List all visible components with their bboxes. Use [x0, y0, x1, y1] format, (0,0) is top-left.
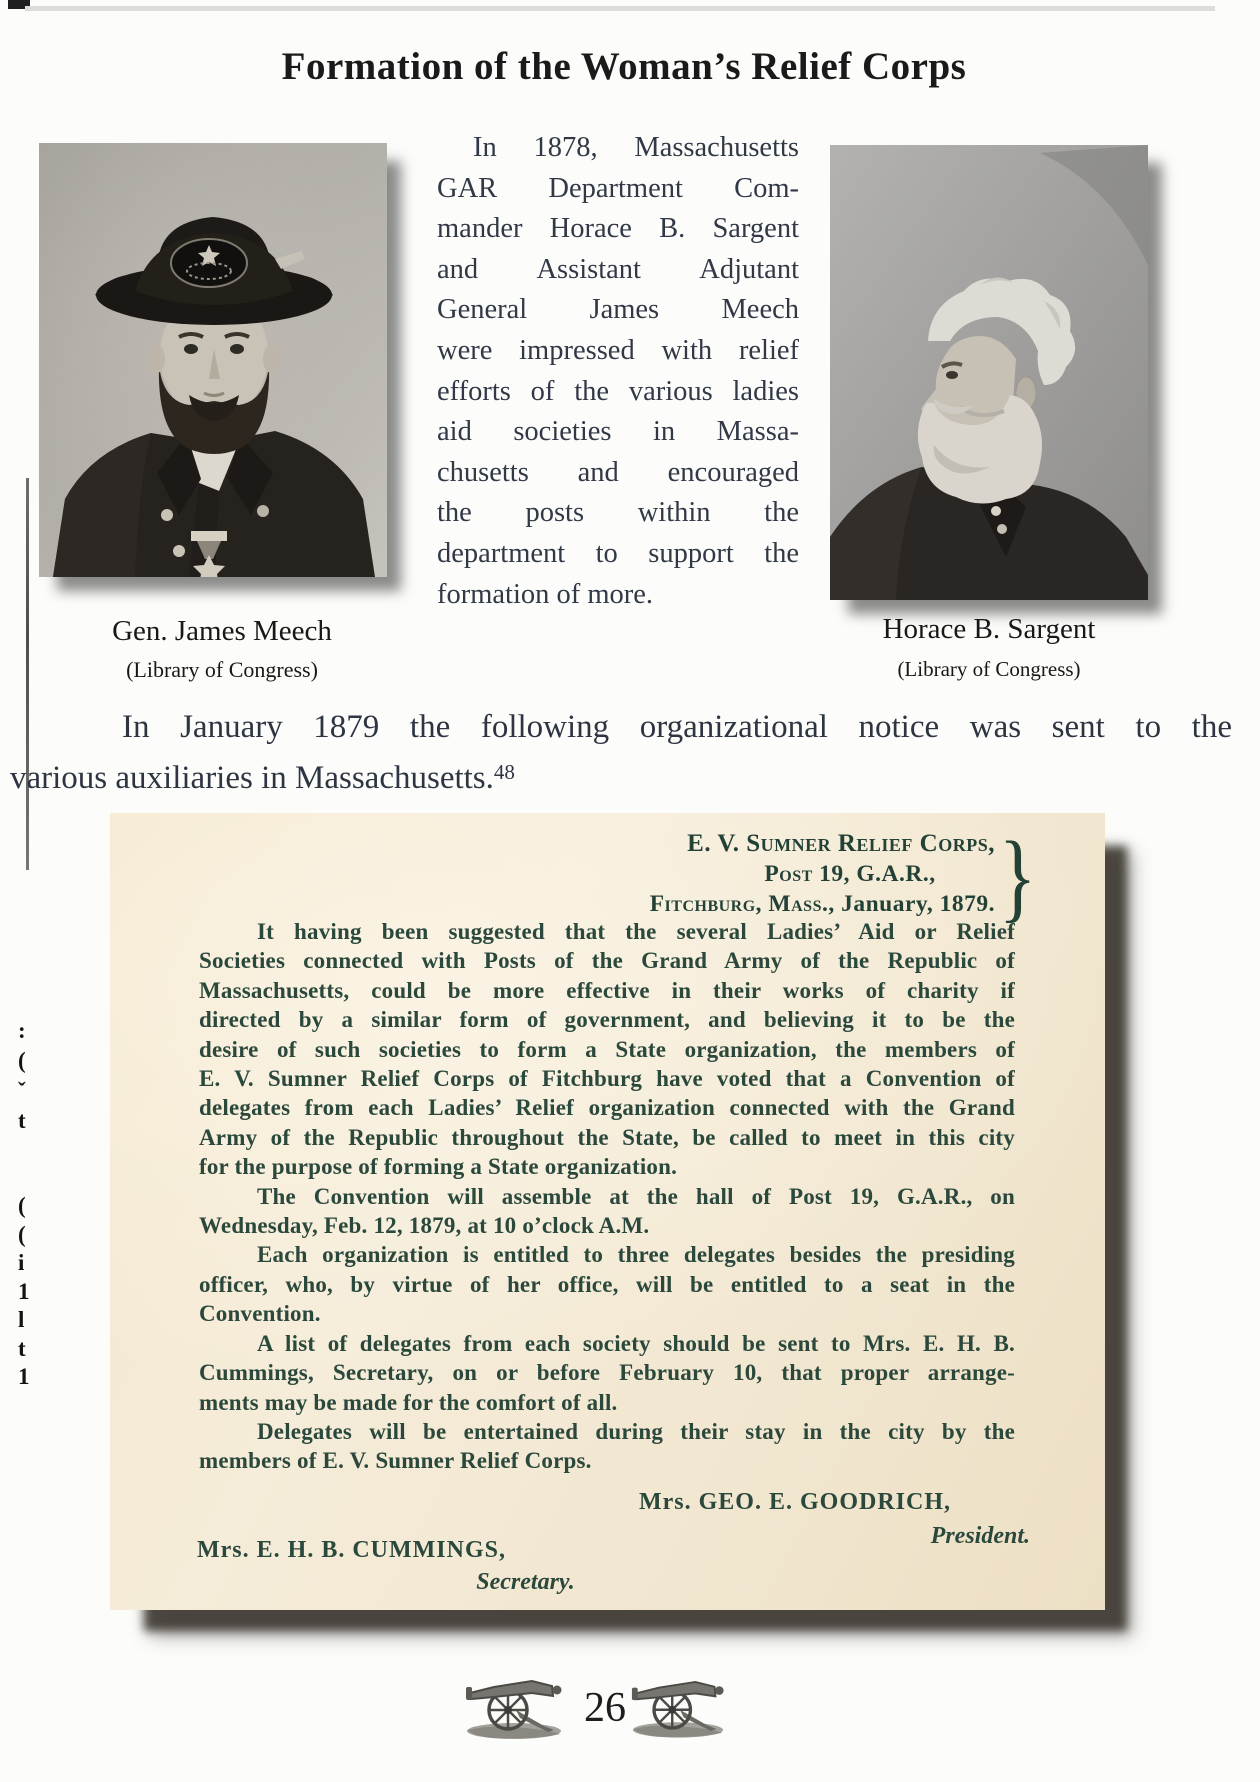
margin-mark: (	[18, 1221, 26, 1247]
intro-paragraph-column	[437, 128, 799, 615]
notice-paragraph-2	[199, 1182, 1015, 1241]
text-line: desire of such societies to form a State organization, the members of	[199, 1036, 1015, 1062]
margin-mark: t	[18, 1335, 26, 1361]
text-line: Massachusetts, could be more effective in their works of charity if	[199, 977, 1015, 1003]
notice-paragraph-1	[199, 917, 1015, 1182]
cannon-ornament-right	[630, 1668, 726, 1740]
text-line: A list of delegates from each society should be sent to Mrs. E. H. B.	[257, 1330, 1015, 1356]
signature-secretary-name: Mrs. E. H. B. CUMMINGS,	[197, 1537, 506, 1563]
margin-mark: (	[18, 1048, 26, 1073]
text-line: and Assistant Adjutant	[437, 253, 799, 285]
caption-right-source: (Library of Congress)	[897, 657, 1081, 681]
james-meech-portrait-illustration	[39, 143, 387, 577]
signature-president-name: Mrs. GEO. E. GOODRICH,	[638, 1489, 951, 1515]
text-line: E. V. Sumner Relief Corps of Fitchburg have voted that a Convention of	[199, 1066, 1015, 1092]
text-line: Delegates will be entertained during their stay in the city by the	[257, 1418, 1015, 1444]
footnote-reference: 48	[493, 760, 515, 784]
scan-artifact-gutter-line	[26, 478, 29, 870]
text-line: mander Horace B. Sargent	[437, 213, 799, 245]
text-line: GAR Department Com-	[437, 172, 799, 204]
page-number: 26	[584, 1685, 626, 1731]
caption-left-name: Gen. James Meech	[112, 615, 332, 647]
signature-secretary-title: Secretary.	[476, 1569, 575, 1595]
margin-mark: (	[18, 1193, 26, 1218]
cannon-icon	[630, 1668, 726, 1740]
margin-mark: l	[18, 1307, 25, 1332]
text-line: department to support the	[437, 537, 799, 569]
text-line: ments may be made for the comfort of all.	[199, 1389, 618, 1415]
text-line: It having been suggested that the several Ladies’ Aid or Relief	[257, 919, 1015, 944]
text-line: for the purpose of forming a State organization.	[199, 1154, 678, 1180]
notice-paragraph-3	[199, 1240, 1015, 1328]
text-line: delegates from each Ladies’ Relief organization connected with the Grand	[199, 1095, 1015, 1121]
notice-body	[199, 917, 1015, 1476]
body-paragraph	[10, 705, 1232, 801]
notice-paragraph-5	[199, 1417, 1015, 1476]
text-line: officer, who, by virtue of her office, will be entitled to a seat in the	[199, 1271, 1015, 1297]
text-line: the posts within the	[437, 497, 799, 529]
cannon-ornament-left	[464, 1668, 564, 1740]
scan-artifact-margin-marks-lower	[18, 1192, 30, 1392]
portrait-photo-horace-sargent	[830, 145, 1148, 600]
text-line: aid societies in Massa-	[437, 416, 799, 448]
text-line: Wednesday, Feb. 12, 1879, at 10 o’clock A.M.	[199, 1213, 650, 1239]
margin-mark: 1	[18, 1364, 30, 1389]
margin-mark: 1	[18, 1278, 30, 1304]
page-title: Formation of the Woman’s Relief Corps	[281, 45, 967, 88]
text-line: General James Meech	[437, 294, 799, 326]
text-line: efforts of the various ladies	[437, 375, 799, 407]
letterhead-place-date-line: Fitchburg, Mass., January, 1879.	[649, 891, 995, 917]
letterhead-brace: }	[998, 821, 1037, 933]
text-line: The Convention will assemble at the hall of Post 19, G.A.R., on	[257, 1183, 1015, 1209]
caption-right-name: Horace B. Sargent	[882, 613, 1096, 645]
text-line: chusetts and encouraged	[437, 456, 799, 488]
letterhead-org-line: E. V. Sumner Relief Corps,	[687, 830, 995, 857]
cannon-icon	[464, 1668, 564, 1740]
body-paragraph-line2: various auxiliaries in Massachusetts.$^{48}$	[10, 760, 515, 796]
caption-left-source: (Library of Congress)	[126, 657, 318, 682]
letterhead-post-line: Post 19, G.A.R.,	[764, 861, 936, 887]
text-line: directed by a similar form of government, and believing it to be the	[199, 1007, 1015, 1033]
portrait-photo-james-meech	[39, 143, 387, 577]
text-line: Army of the Republic throughout the State, be called to meet in this city	[199, 1124, 1015, 1150]
text-line: Societies connected with Posts of the Grand Army of the Republic of	[199, 948, 1015, 974]
scan-artifact-top-streak	[25, 6, 1215, 11]
notice-letterhead	[635, 829, 995, 919]
notice-paragraph-4	[199, 1329, 1015, 1417]
margin-mark: i	[18, 1250, 25, 1275]
scan-artifact-margin-marks-upper	[18, 1016, 26, 1136]
text-line: were impressed with relief	[437, 334, 799, 366]
horace-sargent-portrait-illustration	[830, 145, 1148, 600]
margin-mark: :	[18, 1018, 26, 1043]
margin-mark: ˇ	[18, 1078, 26, 1103]
text-line: In 1878, Massachusetts	[473, 132, 799, 163]
text-line: Convention.	[199, 1301, 321, 1327]
signature-president-title: President.	[930, 1523, 1030, 1549]
text-line: Cummings, Secretary, on or before February 10, that proper arrange-	[199, 1360, 1015, 1386]
text-line: Each organization is entitled to three delegates besides the presiding	[257, 1242, 1015, 1268]
margin-mark: t	[18, 1108, 26, 1133]
text-line: members of E. V. Sumner Relief Corps.	[199, 1448, 592, 1474]
historical-notice-document	[110, 813, 1105, 1610]
text-line: formation of more.	[437, 578, 654, 610]
body-paragraph-line1: In January 1879 the following organizational notice was sent to the	[122, 709, 1232, 745]
